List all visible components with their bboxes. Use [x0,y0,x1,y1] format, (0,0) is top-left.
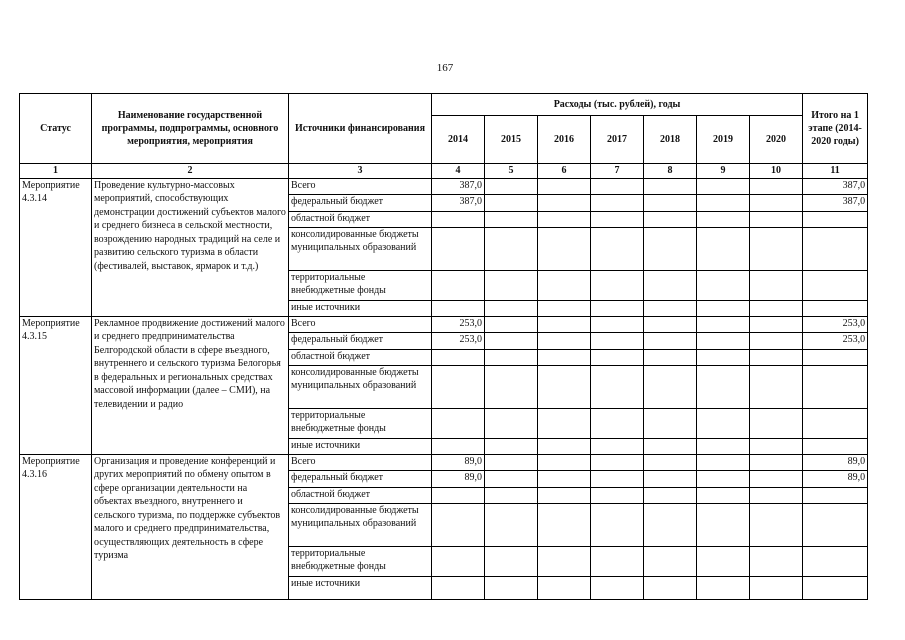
year-value-cell [644,270,697,300]
year-value-cell [697,454,750,470]
column-number: 4 [432,164,485,179]
table-row [20,454,868,470]
header-year: 2017 [591,116,644,164]
year-value-cell [591,576,644,599]
year-value-cell [538,408,591,438]
year-value-cell [750,470,803,487]
year-value-cell [432,270,485,300]
year-value-cell [432,503,485,546]
status-cell: Мероприятие 4.3.16 [20,454,92,599]
year-value-cell [538,454,591,470]
year-value-cell [538,211,591,227]
year-value-cell [485,300,538,316]
total-value-cell [803,300,868,316]
total-value-cell [803,438,868,454]
total-value-cell [803,408,868,438]
year-value-cell [644,211,697,227]
year-value-cell [432,546,485,576]
year-value-cell: 387,0 [432,178,485,194]
year-value-cell [485,503,538,546]
year-value-cell [485,546,538,576]
year-value-cell [750,408,803,438]
total-value-cell [803,487,868,503]
year-value-cell [485,270,538,300]
year-value-cell [591,194,644,211]
year-value-cell [538,270,591,300]
year-value-cell [591,316,644,332]
year-value-cell [432,300,485,316]
year-value-cell [697,194,750,211]
total-value-cell [803,365,868,408]
year-value-cell [485,438,538,454]
column-number: 5 [485,164,538,179]
year-value-cell [750,349,803,365]
year-value-cell [485,365,538,408]
activity-name-cell: Организация и проведение конференций и других мероприятий по обмену опытом в сфере организации деятельности на объектах въездного, внутреннего и сельского туризма, по поддержке субъектов малого и среднего предпринимательства, осуществляющих деятельность в сфере туризма [92,454,289,599]
year-value-cell [750,365,803,408]
total-value-cell [803,503,868,546]
year-value-cell [591,227,644,270]
year-value-cell [697,300,750,316]
year-value-cell [591,487,644,503]
year-value-cell [644,300,697,316]
year-value-cell [538,178,591,194]
year-value-cell [697,178,750,194]
column-number: 3 [289,164,432,179]
year-value-cell [591,470,644,487]
header-year: 2020 [750,116,803,164]
year-value-cell [432,227,485,270]
header-sources: Источники финансирования [289,94,432,164]
total-value-cell: 387,0 [803,194,868,211]
year-value-cell [485,227,538,270]
year-value-cell [750,316,803,332]
total-value-cell: 253,0 [803,316,868,332]
total-value-cell [803,270,868,300]
year-value-cell [538,349,591,365]
column-number: 11 [803,164,868,179]
year-value-cell [644,332,697,349]
funding-source-cell: Всего [289,178,432,194]
year-value-cell [750,270,803,300]
year-value-cell [591,178,644,194]
year-value-cell [644,227,697,270]
funding-source-cell: иные источники [289,300,432,316]
budget-table [19,93,868,600]
header-year: 2016 [538,116,591,164]
year-value-cell [697,332,750,349]
year-value-cell [750,546,803,576]
year-value-cell [591,438,644,454]
column-number: 8 [644,164,697,179]
page-number: 167 [436,62,454,74]
year-value-cell [644,503,697,546]
year-value-cell [644,316,697,332]
year-value-cell [750,178,803,194]
year-value-cell [538,365,591,408]
year-value-cell [538,194,591,211]
table-row [20,316,868,332]
year-value-cell [697,546,750,576]
funding-source-cell: федеральный бюджет [289,470,432,487]
year-value-cell [538,503,591,546]
year-value-cell [538,487,591,503]
year-value-cell [750,211,803,227]
year-value-cell: 89,0 [432,454,485,470]
year-value-cell [538,576,591,599]
year-value-cell [538,546,591,576]
year-value-cell [591,349,644,365]
year-value-cell [697,487,750,503]
year-value-cell [697,349,750,365]
funding-source-cell: Всего [289,316,432,332]
year-value-cell [644,194,697,211]
year-value-cell: 253,0 [432,332,485,349]
year-value-cell [750,454,803,470]
header-year: 2019 [697,116,750,164]
year-value-cell [644,576,697,599]
year-value-cell [591,300,644,316]
year-value-cell [644,178,697,194]
year-value-cell [432,576,485,599]
year-value-cell [432,487,485,503]
activity-name-cell: Проведение культурно-массовых мероприятий, способствующих демонстрации достижений субъектов малого и среднего бизнеса в сельской местности, возрождению народных традиций на селе и развитию сельского туризма в области (фестивалей, выставок, ярмарок и т.д.) [92,178,289,316]
year-value-cell: 387,0 [432,194,485,211]
year-value-cell [432,365,485,408]
total-value-cell: 253,0 [803,332,868,349]
funding-source-cell: федеральный бюджет [289,194,432,211]
year-value-cell [538,300,591,316]
year-value-cell [485,470,538,487]
header-expenses: Расходы (тыс. рублей), годы [432,94,803,116]
year-value-cell [750,300,803,316]
year-value-cell [697,316,750,332]
year-value-cell [432,349,485,365]
year-value-cell [485,194,538,211]
year-value-cell [591,365,644,408]
year-value-cell [750,438,803,454]
year-value-cell [750,194,803,211]
year-value-cell [750,503,803,546]
year-value-cell [644,438,697,454]
year-value-cell [750,576,803,599]
status-cell: Мероприятие 4.3.14 [20,178,92,316]
year-value-cell [485,576,538,599]
total-value-cell [803,211,868,227]
table-row [20,178,868,194]
funding-source-cell: федеральный бюджет [289,332,432,349]
funding-source-cell: территориальные внебюджетные фонды [289,270,432,300]
funding-source-cell: областной бюджет [289,349,432,365]
year-value-cell [485,211,538,227]
year-value-cell [485,332,538,349]
column-number: 10 [750,164,803,179]
year-value-cell [485,349,538,365]
year-value-cell [697,503,750,546]
year-value-cell [485,178,538,194]
header-year: 2014 [432,116,485,164]
year-value-cell [697,438,750,454]
year-value-cell [538,316,591,332]
year-value-cell [697,576,750,599]
year-value-cell [697,211,750,227]
year-value-cell [697,470,750,487]
year-value-cell: 89,0 [432,470,485,487]
year-value-cell [644,408,697,438]
year-value-cell [644,470,697,487]
header-year: 2018 [644,116,697,164]
column-number: 2 [92,164,289,179]
total-value-cell [803,546,868,576]
funding-source-cell: областной бюджет [289,211,432,227]
funding-source-cell: Всего [289,454,432,470]
column-number: 6 [538,164,591,179]
status-cell: Мероприятие 4.3.15 [20,316,92,454]
year-value-cell [591,546,644,576]
year-value-cell [432,211,485,227]
header-year: 2015 [485,116,538,164]
year-value-cell [538,438,591,454]
year-value-cell [485,316,538,332]
total-value-cell [803,227,868,270]
header-total: Итого на 1 этапе (2014-2020 годы) [803,94,868,164]
table-body [20,178,868,599]
year-value-cell [644,487,697,503]
total-value-cell: 89,0 [803,454,868,470]
total-value-cell: 387,0 [803,178,868,194]
year-value-cell [591,332,644,349]
year-value-cell [538,227,591,270]
funding-source-cell: консолидированные бюджеты муниципальных образований [289,227,432,270]
header-name: Наименование государственной программы, подпрограммы, основного мероприятия, мероприятия [92,94,289,164]
year-value-cell [591,503,644,546]
year-value-cell [697,227,750,270]
column-number: 7 [591,164,644,179]
year-value-cell [644,546,697,576]
year-value-cell [485,487,538,503]
funding-source-cell: иные источники [289,438,432,454]
funding-source-cell: иные источники [289,576,432,599]
funding-source-cell: консолидированные бюджеты муниципальных образований [289,503,432,546]
activity-name-cell: Рекламное продвижение достижений малого и среднего предпринимательства Белгородской области в сфере въездного, внутреннего и сельского туризма Белогорья в федеральных и региональных средствах массовой информации (далее – СМИ), на телевидении и радио [92,316,289,454]
year-value-cell [644,349,697,365]
total-value-cell [803,349,868,365]
funding-source-cell: консолидированные бюджеты муниципальных образований [289,365,432,408]
year-value-cell [750,227,803,270]
year-value-cell [538,332,591,349]
year-value-cell [485,408,538,438]
year-value-cell [591,270,644,300]
total-value-cell [803,576,868,599]
year-value-cell [697,270,750,300]
year-value-cell [697,365,750,408]
year-value-cell [750,487,803,503]
year-value-cell [591,408,644,438]
year-value-cell [432,408,485,438]
header-status: Статус [20,94,92,164]
total-value-cell: 89,0 [803,470,868,487]
funding-source-cell: территориальные внебюджетные фонды [289,408,432,438]
year-value-cell [644,454,697,470]
column-number: 9 [697,164,750,179]
funding-source-cell: областной бюджет [289,487,432,503]
year-value-cell [485,454,538,470]
year-value-cell [750,332,803,349]
year-value-cell [432,438,485,454]
year-value-cell [591,211,644,227]
year-value-cell [591,454,644,470]
column-number: 1 [20,164,92,179]
year-value-cell [644,365,697,408]
year-value-cell: 253,0 [432,316,485,332]
year-value-cell [697,408,750,438]
budget-table-wrapper [19,93,868,600]
funding-source-cell: территориальные внебюджетные фонды [289,546,432,576]
year-value-cell [538,470,591,487]
